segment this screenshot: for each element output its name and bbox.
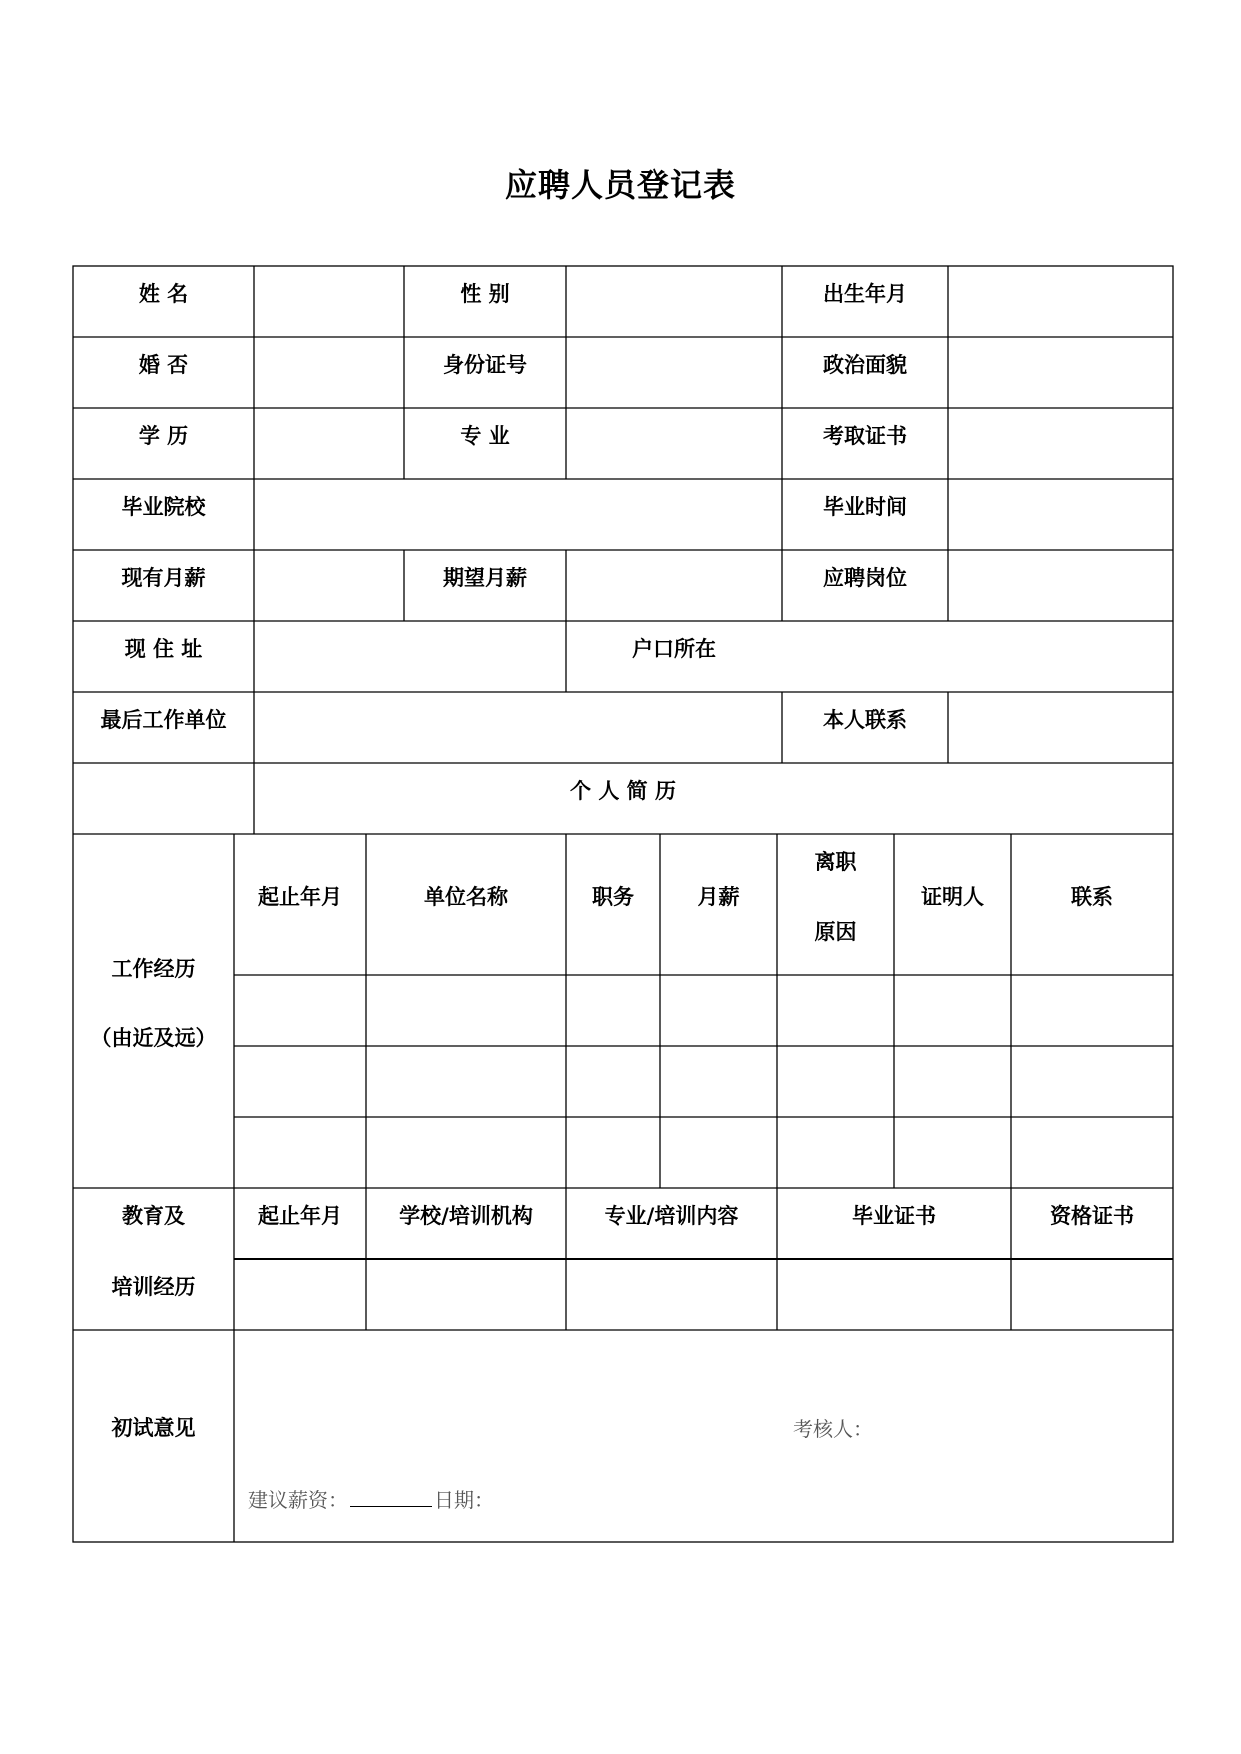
education-row[interactable] xyxy=(235,1261,1172,1329)
label-current-salary: 现有月薪 xyxy=(121,566,206,590)
suggested-salary-blank[interactable] xyxy=(350,1488,432,1507)
label-education-training: 教育及 xyxy=(122,1204,185,1228)
col-work-leave-reason-2: 原因 xyxy=(814,920,857,944)
label-major: 专 业 xyxy=(460,424,510,448)
input-major[interactable] xyxy=(567,409,781,478)
label-political: 政治面貌 xyxy=(823,353,907,377)
section-header-resume: 个 人 简 历 xyxy=(570,779,676,803)
col-work-contact: 联系 xyxy=(1071,885,1113,909)
input-certificate[interactable] xyxy=(949,409,1172,478)
col-work-period: 起止年月 xyxy=(258,885,342,909)
input-political[interactable] xyxy=(949,338,1172,407)
date-label: 日期： xyxy=(434,1488,494,1512)
page-title: 应聘人员登记表 xyxy=(504,166,736,204)
label-education: 学 历 xyxy=(138,424,189,448)
input-grad-time[interactable] xyxy=(949,480,1172,549)
input-hukou[interactable] xyxy=(783,622,1172,691)
col-edu-period: 起止年月 xyxy=(258,1204,342,1228)
label-certificate: 考取证书 xyxy=(823,424,907,448)
col-work-reference: 证明人 xyxy=(921,885,984,909)
col-edu-qualification: 资格证书 xyxy=(1050,1204,1134,1228)
col-edu-school: 学校/培训机构 xyxy=(399,1204,533,1228)
label-school: 毕业院校 xyxy=(121,495,206,519)
label-work-history: 工作经历 xyxy=(111,957,196,981)
input-address[interactable] xyxy=(255,622,565,691)
input-birth[interactable] xyxy=(949,267,1172,336)
input-current-salary[interactable] xyxy=(255,551,403,620)
label-last-employer: 最后工作单位 xyxy=(100,708,227,732)
label-gender: 性 别 xyxy=(460,282,510,306)
label-interview-opinion: 初试意见 xyxy=(111,1416,196,1440)
label-position: 应聘岗位 xyxy=(823,566,907,590)
col-edu-diploma: 毕业证书 xyxy=(852,1204,936,1228)
input-school[interactable] xyxy=(255,480,781,549)
input-id-number[interactable] xyxy=(567,338,781,407)
input-marital[interactable] xyxy=(255,338,403,407)
input-contact[interactable] xyxy=(949,693,1172,762)
work-history-rows[interactable] xyxy=(235,976,1172,1187)
input-gender[interactable] xyxy=(567,267,781,336)
col-work-salary: 月薪 xyxy=(697,885,740,909)
label-education-training-2: 培训经历 xyxy=(111,1275,196,1299)
label-grad-time: 毕业时间 xyxy=(823,495,907,519)
label-contact: 本人联系 xyxy=(823,708,907,732)
input-position[interactable] xyxy=(949,551,1172,620)
label-birth: 出生年月 xyxy=(823,282,907,306)
label-hukou: 户口所在 xyxy=(632,637,716,661)
label-expected-salary: 期望月薪 xyxy=(443,566,527,590)
input-last-employer[interactable] xyxy=(255,693,781,762)
label-marital: 婚 否 xyxy=(138,353,189,377)
label-work-history-order: （由近及远） xyxy=(90,1026,217,1050)
col-edu-major: 专业/培训内容 xyxy=(604,1204,739,1228)
label-id-number: 身份证号 xyxy=(443,353,527,377)
col-work-employer: 单位名称 xyxy=(424,885,508,909)
input-education[interactable] xyxy=(255,409,403,478)
suggested-salary-label: 建议薪资： xyxy=(248,1488,348,1512)
input-name[interactable] xyxy=(255,267,403,336)
col-work-title: 职务 xyxy=(592,885,634,909)
label-name: 姓 名 xyxy=(138,282,189,306)
label-address: 现 住 址 xyxy=(124,637,203,661)
input-expected-salary[interactable] xyxy=(567,551,781,620)
assessor-label: 考核人： xyxy=(793,1417,873,1441)
col-work-leave-reason-1: 离职 xyxy=(814,850,857,874)
suggested-salary-line xyxy=(248,1484,494,1513)
